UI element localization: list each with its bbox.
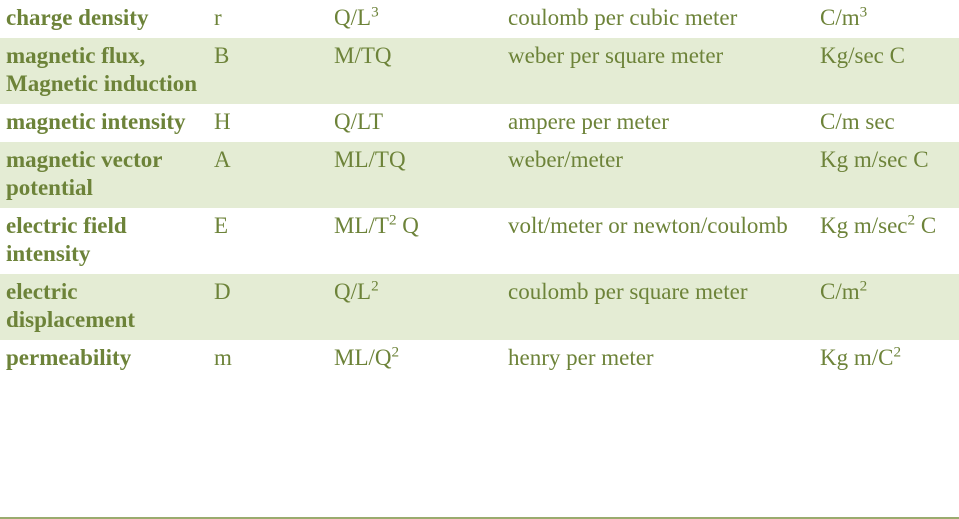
dimensions-base: ML/T <box>334 213 389 239</box>
unit-abbrev-cell <box>814 142 959 208</box>
abbrev-base: C/m <box>820 279 860 305</box>
symbol-cell: m <box>208 340 328 378</box>
dimensions-base: ML/Q <box>334 345 392 371</box>
dimensions-base: M/TQ <box>334 43 392 69</box>
abbrev-base: Kg m/sec <box>820 213 908 239</box>
symbol-cell: D <box>208 274 328 340</box>
dimensions-exponent: 2 <box>391 343 400 361</box>
table-row <box>0 274 959 340</box>
unit-name-cell: henry per meter <box>502 340 814 378</box>
abbrev-exponent: 3 <box>859 3 868 21</box>
unit-abbrev-cell <box>814 340 959 378</box>
abbrev-tail: C <box>915 213 937 239</box>
unit-name-cell: coulomb per square meter <box>502 274 814 340</box>
unit-abbrev-cell <box>814 38 959 104</box>
abbrev-base: Kg m/sec C <box>820 147 929 173</box>
dimensions-base: Q/L <box>334 5 372 30</box>
abbrev-base: Kg m/C <box>820 345 894 371</box>
abbrev-base: C/m sec <box>820 109 895 135</box>
unit-name-cell: volt/meter or newton/coulomb <box>502 208 814 274</box>
dimensions-base: Q/L <box>334 279 372 305</box>
table-row <box>0 208 959 274</box>
symbol-cell: r <box>208 0 328 38</box>
abbrev-exponent: 2 <box>859 277 868 295</box>
dimensions-cell <box>328 208 502 274</box>
dimensions-exponent: 2 <box>388 211 397 229</box>
abbrev-exponent: 2 <box>893 343 902 361</box>
dimensions-cell <box>328 0 502 38</box>
quantity-cell: magnetic vector potential <box>0 142 208 208</box>
dimensions-cell <box>328 104 502 142</box>
unit-name-cell: ampere per meter <box>502 104 814 142</box>
dimensions-tail: Q <box>396 213 419 239</box>
dimensions-base: ML/TQ <box>334 147 406 173</box>
table-row <box>0 38 959 104</box>
abbrev-base: C/m <box>820 5 860 30</box>
quantity-cell: electric displacement <box>0 274 208 340</box>
unit-abbrev-cell <box>814 208 959 274</box>
quantity-cell: electric field intensity <box>0 208 208 274</box>
unit-name-cell: weber per square meter <box>502 38 814 104</box>
table-row <box>0 340 959 378</box>
dimensions-cell <box>328 340 502 378</box>
dimensions-exponent: 2 <box>371 277 379 295</box>
table-row <box>0 142 959 208</box>
abbrev-exponent: 2 <box>907 211 916 229</box>
symbol-cell: E <box>208 208 328 274</box>
dimensions-cell <box>328 142 502 208</box>
quantity-cell: magnetic intensity <box>0 104 208 142</box>
symbol-cell: B <box>208 38 328 104</box>
table-row <box>0 0 959 38</box>
symbol-cell: A <box>208 142 328 208</box>
table-row <box>0 104 959 142</box>
symbol-cell: H <box>208 104 328 142</box>
dimensions-base: Q/LT <box>334 109 383 135</box>
abbrev-base: Kg/sec C <box>820 43 905 69</box>
unit-abbrev-cell <box>814 104 959 142</box>
unit-abbrev-cell <box>814 274 959 340</box>
quantity-cell: magnetic flux, Magnetic induction <box>0 38 208 104</box>
unit-abbrev-cell <box>814 0 959 38</box>
dimensions-cell <box>328 274 502 340</box>
unit-name-cell: coulomb per cubic meter <box>502 0 814 38</box>
dimensions-exponent: 3 <box>371 3 379 21</box>
quantity-cell: permeability <box>0 340 208 378</box>
unit-name-cell: weber/meter <box>502 142 814 208</box>
dimensions-cell <box>328 38 502 104</box>
quantity-cell: charge density <box>0 0 208 38</box>
